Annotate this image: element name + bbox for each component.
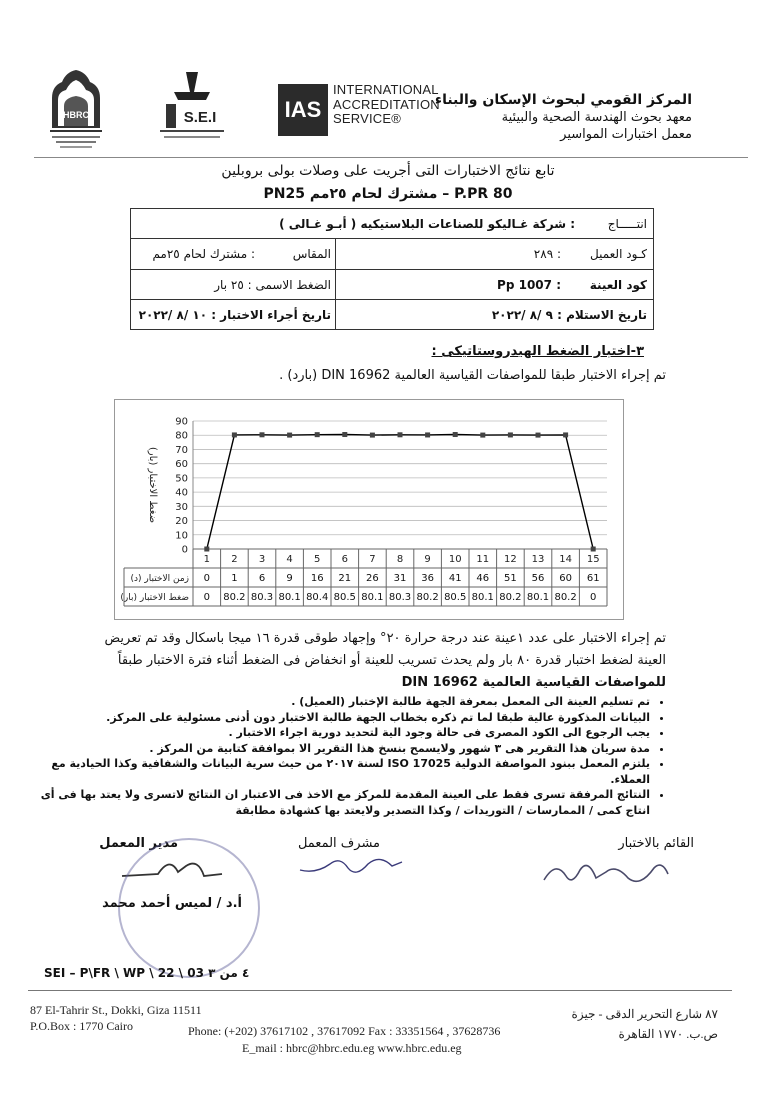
institute-name: معهد بحوث الهندسة الصحية والبيئية (501, 110, 692, 125)
tester-label: القائم بالاختبار (618, 836, 694, 851)
x-tick-label: 15 (586, 554, 600, 565)
receipt-date: تاريخ الاستلام : ٩ /٨ /٢٠٢٢ (491, 307, 647, 322)
data-label: 56 (531, 573, 545, 584)
data-label: 60 (559, 573, 572, 584)
x-tick-label: 3 (258, 554, 266, 565)
data-label: 80.1 (278, 592, 301, 603)
note-item: • النتائج المرفقة تسرى فقط على العينة المقدمة للمركز مع الاخذ فى الاعتبار ان النتائج لاتسرى ولا يعتد بها فى أى انتاج كمى / الممارسات / التوريدات / وكذا التصدير ولايعتد بها كشهادة مطابقة (34, 787, 650, 818)
data-point (453, 432, 458, 437)
page-subtitle: P.PR 80 – مشترك لحام ٢٥مم PN25 (263, 186, 513, 202)
data-point (480, 433, 485, 438)
product-label: انتـــــاج (607, 216, 647, 231)
note-item: • يلتزم المعمل ببنود المواصفة الدولية ISO 17025 لسنة ٢٠١٧ من حيث سرية البيانات والشفافية وكذا الحيادية مع العملاء. (34, 756, 650, 787)
data-label: 46 (476, 573, 490, 584)
results-line-2: العينة لضغط اختبار قدرة ٨٠ بار ولم يحدث تسريب للعينة أو انخفاض فى الضغط أثناء فترة الاختبار طبقاً (117, 653, 666, 668)
manager-name: أ.د / لميس أحمد محمد (102, 896, 242, 911)
y-tick-label: 50 (175, 473, 188, 485)
data-point (204, 547, 209, 552)
x-tick-label: 5 (314, 554, 321, 565)
data-label: 80.4 (306, 592, 329, 603)
svg-text:HBRC: HBRC (63, 110, 89, 120)
y-axis-label: ضغط الاختبار (بار) (147, 446, 158, 524)
note-item: • تم تسليم العينة الى المعمل بمعرفة الجهة طالبة الإختبار (العميل) . (34, 694, 650, 710)
data-point (563, 432, 568, 437)
data-point (398, 432, 403, 437)
test-date: تاريخ أجراء الاختبار : ١٠ /٨ /٢٠٢٢ (138, 307, 331, 322)
x-tick-label: 13 (531, 554, 545, 565)
pressure-chart (114, 399, 622, 618)
data-label: 80.3 (250, 592, 274, 603)
x-tick-label: 4 (286, 554, 293, 565)
data-point (342, 432, 347, 437)
data-label: 36 (421, 573, 434, 584)
page-title: تابع نتائج الاختبارات التى أجريت على وصلات بولى بروبلين (221, 163, 555, 179)
y-tick-label: 0 (181, 544, 188, 556)
data-point (425, 432, 430, 437)
section-heading: ٣-اختبار الضغط الهيدروستاتيكى : (431, 344, 644, 359)
data-point (260, 432, 265, 437)
data-label: 0 (203, 592, 210, 603)
footer-pobox-ar: ص.ب. ١٧٧٠ القاهرة (618, 1027, 718, 1041)
tester-signature (536, 852, 676, 892)
client-code-label: كـود العميل (589, 247, 647, 261)
y-tick-label: 40 (175, 487, 188, 499)
data-label: 80.1 (361, 592, 384, 603)
x-tick-label: 12 (504, 554, 517, 565)
supervisor-signature (296, 852, 406, 882)
results-line-3: للمواصفات القياسية العالمية DIN 16962 (401, 675, 666, 690)
note-item: • البيانات المذكورة عالية طبقا لما تم ذكره بخطاب الجهة طالبة الاختبار دون أدنى مسئولية على المركز. (34, 710, 650, 726)
lab-name: معمل اختبارات المواسير (560, 127, 692, 142)
table-row-label: ضغط الاختبار (بار) (120, 593, 189, 603)
data-label: 6 (258, 573, 266, 584)
data-label: 51 (504, 573, 517, 584)
data-point (370, 433, 375, 438)
ias-logo-text: INTERNATIONAL ACCREDITATION SERVICE® (333, 82, 440, 126)
results-line-1: تم إجراء الاختبار على عدد ١عينة عند درجة حرارة ٢٠° وإجهاد طوقى قدرة ١٦ ميجا باسكال وقد تم تعريض (104, 631, 666, 646)
y-tick-label: 70 (175, 444, 188, 456)
x-tick-label: 9 (424, 554, 431, 565)
y-tick-label: 80 (175, 430, 188, 442)
svg-text:S.E.I: S.E.I (183, 109, 217, 126)
footer-divider (28, 990, 732, 991)
sample-code-value: : Pp 1007 (497, 277, 561, 292)
y-tick-label: 20 (175, 516, 188, 528)
footer-pobox-en: P.O.Box : 1770 Cairo (30, 1019, 134, 1033)
data-label: 80.5 (444, 592, 467, 603)
product-value: : شركة غـاليكو للصناعات البلاستيكيه ( أبـو غـالى ) (279, 216, 575, 231)
x-tick-label: 2 (231, 554, 238, 565)
data-point (591, 547, 596, 552)
data-point (232, 432, 237, 437)
data-label: 41 (448, 573, 462, 584)
hbrc-logo (48, 68, 104, 156)
x-tick-label: 1 (203, 554, 210, 565)
manager-label: مدير المعمل (99, 836, 178, 851)
client-code-value: : ٢٨٩ (533, 247, 561, 261)
x-tick-label: 11 (476, 554, 490, 565)
sample-info-table (130, 208, 654, 330)
standard-text: تم إجراء الاختبار طبقا للمواصفات القياسية العالمية DIN 16962 (بارد) . (279, 368, 666, 383)
table-row-label: زمن الاختبار (د) (130, 574, 189, 584)
data-point (315, 432, 320, 437)
y-tick-label: 30 (175, 501, 188, 513)
data-label: 0 (590, 592, 597, 603)
data-label: 80.1 (471, 592, 494, 603)
results-paragraph (34, 628, 666, 694)
y-tick-label: 60 (175, 459, 188, 471)
supervisor-label: مشرف المعمل (297, 836, 380, 851)
footer-address-ar: ٨٧ شارع التحرير الدقى - جيزة (571, 1007, 718, 1021)
x-tick-label: 7 (369, 554, 376, 565)
data-label: 1 (231, 573, 238, 584)
data-label: 80.2 (554, 592, 577, 603)
sample-code-label: كود العينة (589, 277, 647, 292)
footer-address-en: 87 El-Tahrir St., Dokki, Giza 11511 (30, 1003, 202, 1017)
data-label: 80.2 (223, 592, 246, 603)
ias-logo: IAS (278, 84, 328, 136)
organization-name (435, 92, 692, 143)
y-tick-label: 10 (175, 530, 188, 542)
data-label: 21 (338, 573, 352, 584)
notes-list (34, 694, 668, 818)
data-label: 80.2 (499, 592, 522, 603)
data-label: 26 (366, 573, 379, 584)
data-label: 16 (310, 573, 324, 584)
note-item: • مدة سريان هذا التقرير هى ٣ شهور ولايسمح بنسخ هذا التقرير الا بموافقة كتابية من المركز . (34, 741, 650, 757)
footer-email: E_mail : hbrc@hbrc.edu.eg www.hbrc.edu.eg (242, 1041, 462, 1055)
document-reference: SEI – P\FR \ WP \ 22 \ 03 ٤ من ٣ (44, 966, 250, 980)
data-label: 80.2 (416, 592, 439, 603)
footer-phone: Phone: (+202) 37617102 , 37617092 Fax : 33351564 , 37628736 (188, 1024, 501, 1038)
org-name-line: المركز القومي لبحوث الإسكان والبناء (434, 92, 692, 108)
x-tick-label: 10 (448, 554, 462, 565)
data-label: 80.3 (388, 592, 412, 603)
size-label: المقاس (292, 247, 331, 261)
data-label: 80.5 (333, 592, 356, 603)
data-label: 80.1 (526, 592, 550, 603)
x-tick-label: 8 (396, 554, 404, 565)
y-tick-label: 90 (175, 416, 188, 428)
sei-logo (156, 70, 228, 146)
x-tick-label: 6 (341, 554, 348, 565)
x-tick-label: 14 (559, 554, 572, 565)
data-point (287, 433, 292, 438)
size-value: : مشترك لحام ٢٥مم (152, 247, 255, 261)
nominal-pressure: الضغط الاسمى : ٢٥ بار (214, 277, 331, 292)
data-label: 0 (203, 573, 210, 584)
data-point (508, 432, 513, 437)
data-label: 9 (286, 573, 293, 584)
data-point (536, 433, 541, 438)
data-label: 61 (586, 573, 600, 584)
note-item: • يجب الرجوع الى الكود المصرى فى حالة وجود الية لتحديد دورية اجراء الاختبار . (34, 725, 650, 741)
header-divider (34, 157, 748, 158)
data-label: 31 (393, 573, 407, 584)
